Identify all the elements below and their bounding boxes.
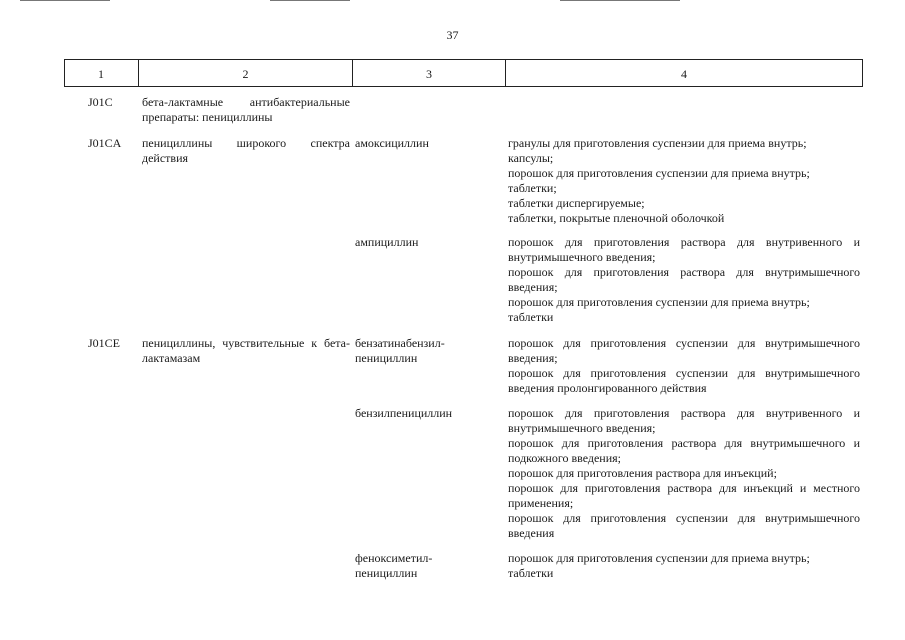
- atc-group-name: бета-лактамные антибактериальные препараты: пенициллины: [142, 95, 350, 124]
- dosage-forms: [508, 336, 860, 396]
- dosage-form-item: таблетки: [508, 310, 554, 324]
- dosage-form-item: порошок для приготовления суспензии для приема внутрь;: [508, 551, 810, 565]
- dosage-form-item: порошок для приготовления раствора для внутривенного и внутримышечного введения;: [508, 235, 860, 264]
- table-header-bottom-border: [64, 86, 862, 87]
- dosage-form-item: порошок для приготовления раствора для внутримышечного и подкожного введения;: [508, 436, 860, 465]
- drug-name: феноксиметил-пенициллин: [355, 551, 433, 580]
- header-col-4: 4: [681, 67, 687, 81]
- dosage-form-item: порошок для приготовления раствора для инъекций;: [508, 466, 777, 480]
- dosage-form-item: порошок для приготовления суспензии для приема внутрь;: [508, 295, 810, 309]
- drug-name: бензилпенициллин: [355, 406, 453, 420]
- table-top-border: [64, 59, 862, 60]
- dosage-form-item: порошок для приготовления суспензии для внутримышечного введения пролонгированного действия: [508, 366, 860, 395]
- dosage-form-item: таблетки;: [508, 181, 557, 195]
- dosage-form-item: таблетки: [508, 566, 554, 580]
- dosage-form-item: порошок для приготовления суспензии для внутримышечного введения: [508, 511, 860, 540]
- header-col-3: 3: [426, 67, 432, 81]
- page-number: 37: [446, 28, 459, 42]
- scan-artifact-line: [560, 0, 680, 1]
- dosage-forms: [508, 551, 860, 581]
- dosage-form-item: порошок для приготовления раствора для внутримышечного введения;: [508, 265, 860, 294]
- header-col-1: 1: [98, 67, 104, 81]
- dosage-form-item: порошок для приготовления раствора для внутривенного и внутримышечного введения;: [508, 406, 860, 435]
- drug-name: ампициллин: [355, 235, 419, 249]
- dosage-forms: [508, 406, 860, 541]
- dosage-form-item: порошок для приготовления суспензии для приема внутрь;: [508, 166, 810, 180]
- header-col-2: 2: [242, 67, 249, 81]
- dosage-form-item: порошок для приготовления суспензии для внутримышечного введения;: [508, 336, 860, 365]
- atc-code: J01C: [88, 95, 113, 109]
- dosage-form-item: порошок для приготовления раствора для инъекций и местного применения;: [508, 481, 860, 510]
- dosage-form-item: таблетки диспергируемые;: [508, 196, 645, 210]
- dosage-form-item: гранулы для приготовления суспензии для приема внутрь;: [508, 136, 807, 150]
- column-divider: [862, 59, 863, 87]
- drug-name: бензатинабензил-пенициллин: [355, 336, 445, 365]
- atc-code: J01CA: [88, 136, 122, 150]
- scan-artifact-line: [270, 0, 350, 1]
- dosage-form-item: таблетки, покрытые пленочной оболочкой: [508, 211, 725, 225]
- atc-group-name: пенициллины широкого спектра действия: [142, 136, 350, 165]
- drug-name: амоксициллин: [355, 136, 429, 150]
- dosage-form-item: капсулы;: [508, 151, 554, 165]
- atc-code: J01CE: [88, 336, 121, 350]
- atc-group-name: пенициллины, чувствительные к бета-лактамазам: [142, 336, 350, 365]
- dosage-forms: [508, 235, 860, 325]
- dosage-forms: [508, 136, 860, 226]
- scan-artifact-line: [20, 0, 110, 1]
